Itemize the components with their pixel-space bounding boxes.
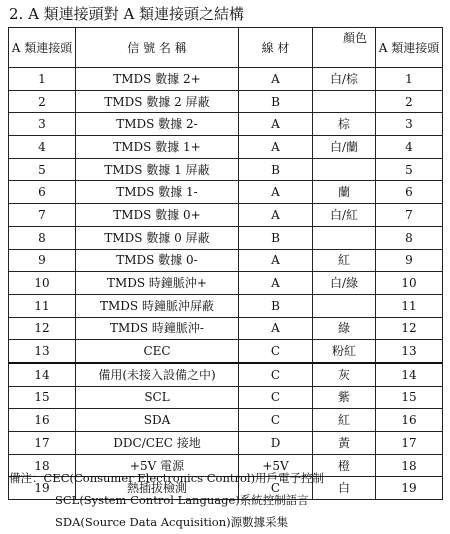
color-cell: 白/蘭: [313, 136, 376, 159]
header-connector-a: A 類連接頭: [9, 28, 76, 68]
pin-a-cell: 3: [9, 113, 76, 136]
color-cell: 棕: [313, 113, 376, 136]
color-cell: [313, 90, 376, 113]
pin-a-cell: 12: [9, 317, 76, 340]
table-row: [9, 294, 443, 317]
wire-cell: C: [239, 477, 313, 500]
wire-cell: B: [239, 226, 313, 249]
signal-name-cell: TMDS 數據 2 屏蔽: [76, 90, 239, 113]
table-row: [9, 226, 443, 249]
header-signal-name: 信 號 名 稱: [76, 28, 239, 68]
pin-b-cell: 14: [376, 363, 443, 386]
color-cell: 白: [313, 477, 376, 500]
table-row: [9, 90, 443, 113]
color-cell: [313, 226, 376, 249]
color-cell: 白/紅: [313, 204, 376, 227]
pin-b-cell: 8: [376, 226, 443, 249]
signal-name-cell: DDC/CEC 接地: [76, 432, 239, 455]
note-scl: SCL(System Control Language)系統控制語言: [55, 493, 309, 507]
wire-cell: A: [239, 317, 313, 340]
header-color: 顏色: [313, 28, 376, 68]
pin-rows: [9, 68, 443, 500]
color-cell: 紅: [313, 249, 376, 272]
pin-a-cell: 4: [9, 136, 76, 159]
pin-b-cell: 1: [376, 68, 443, 91]
pin-b-cell: 3: [376, 113, 443, 136]
note-sda: SDA(Source Data Acquisition)源數據采集: [55, 515, 289, 529]
pin-a-cell: 1: [9, 68, 76, 91]
pin-a-cell: 14: [9, 363, 76, 386]
color-cell: [313, 294, 376, 317]
signal-name-cell: TMDS 時鐘脈沖屏蔽: [76, 294, 239, 317]
signal-name-cell: TMDS 時鐘脈沖+: [76, 272, 239, 295]
signal-name-cell: 備用(未接入設備之中): [76, 363, 239, 386]
signal-name-cell: TMDS 數據 1-: [76, 181, 239, 204]
table-row: [9, 158, 443, 181]
pin-b-cell: 18: [376, 454, 443, 477]
table-row: [9, 432, 443, 455]
header-wire: 線 材: [239, 28, 313, 68]
signal-name-cell: +5V 電源: [76, 454, 239, 477]
signal-name-cell: TMDS 數據 0 屏蔽: [76, 226, 239, 249]
pin-a-cell: 18: [9, 454, 76, 477]
signal-name-cell: SCL: [76, 386, 239, 409]
pin-a-cell: 17: [9, 432, 76, 455]
pin-a-cell: 19: [9, 477, 76, 500]
table-row: [9, 317, 443, 340]
notes: [9, 467, 324, 533]
wire-cell: A: [239, 272, 313, 295]
signal-name-cell: TMDS 數據 2+: [76, 68, 239, 91]
signal-name-cell: TMDS 數據 1+: [76, 136, 239, 159]
color-cell: 灰: [313, 363, 376, 386]
color-cell: 白/棕: [313, 68, 376, 91]
color-cell: 黃: [313, 432, 376, 455]
pin-a-cell: 10: [9, 272, 76, 295]
signal-name-cell: TMDS 數據 2-: [76, 113, 239, 136]
color-cell: 紫: [313, 386, 376, 409]
pin-b-cell: 10: [376, 272, 443, 295]
header-connector-b: A 類連接頭: [376, 28, 443, 68]
signal-name-cell: TMDS 數據 1 屏蔽: [76, 158, 239, 181]
pin-b-cell: 7: [376, 204, 443, 227]
pin-mapping-table: [8, 27, 443, 500]
pin-b-cell: 9: [376, 249, 443, 272]
signal-name-cell: TMDS 數據 0-: [76, 249, 239, 272]
wire-cell: A: [239, 181, 313, 204]
color-cell: [313, 158, 376, 181]
table-header-row: [9, 28, 443, 68]
table-row: [9, 113, 443, 136]
wire-cell: C: [239, 386, 313, 409]
color-cell: 粉紅: [313, 340, 376, 363]
table-row: [9, 181, 443, 204]
page-heading: 2. A 類連接頭對 A 類連接頭之結構: [9, 5, 245, 23]
wire-cell: A: [239, 204, 313, 227]
wire-cell: A: [239, 113, 313, 136]
signal-name-cell: TMDS 數據 0+: [76, 204, 239, 227]
table-row: [9, 386, 443, 409]
pin-a-cell: 6: [9, 181, 76, 204]
color-cell: 白/綠: [313, 272, 376, 295]
pin-a-cell: 5: [9, 158, 76, 181]
color-cell: 橙: [313, 454, 376, 477]
wire-cell: +5V: [239, 454, 313, 477]
signal-name-cell: 熱插拔檢測: [76, 477, 239, 500]
wire-cell: A: [239, 249, 313, 272]
pin-a-cell: 8: [9, 226, 76, 249]
pin-b-cell: 17: [376, 432, 443, 455]
pin-b-cell: 13: [376, 340, 443, 363]
pin-b-cell: 4: [376, 136, 443, 159]
wire-cell: B: [239, 158, 313, 181]
color-cell: 紅: [313, 409, 376, 432]
table-row: [9, 409, 443, 432]
table-row: [9, 204, 443, 227]
pin-a-cell: 13: [9, 340, 76, 363]
table-row: [9, 136, 443, 159]
note-cec: 備注：CEC(Consumer Electronics Control)用戶電子控制: [9, 471, 325, 485]
table-row: [9, 249, 443, 272]
table-row: [9, 363, 443, 386]
pin-b-cell: 16: [376, 409, 443, 432]
signal-name-cell: CEC: [76, 340, 239, 363]
wire-cell: A: [239, 136, 313, 159]
table-row: [9, 68, 443, 91]
table-row: [9, 272, 443, 295]
wire-cell: C: [239, 409, 313, 432]
wire-cell: D: [239, 432, 313, 455]
pin-a-cell: 9: [9, 249, 76, 272]
pin-b-cell: 6: [376, 181, 443, 204]
pin-b-cell: 19: [376, 477, 443, 500]
wire-cell: A: [239, 68, 313, 91]
signal-name-cell: SDA: [76, 409, 239, 432]
pin-b-cell: 15: [376, 386, 443, 409]
color-cell: 綠: [313, 317, 376, 340]
table-row: [9, 340, 443, 363]
pin-a-cell: 2: [9, 90, 76, 113]
pin-a-cell: 7: [9, 204, 76, 227]
pin-b-cell: 2: [376, 90, 443, 113]
wire-cell: B: [239, 294, 313, 317]
wire-cell: C: [239, 363, 313, 386]
pin-b-cell: 12: [376, 317, 443, 340]
pin-a-cell: 15: [9, 386, 76, 409]
wire-cell: B: [239, 90, 313, 113]
pin-b-cell: 11: [376, 294, 443, 317]
signal-name-cell: TMDS 時鐘脈沖-: [76, 317, 239, 340]
pin-a-cell: 11: [9, 294, 76, 317]
pin-b-cell: 5: [376, 158, 443, 181]
wire-cell: C: [239, 340, 313, 363]
pin-a-cell: 16: [9, 409, 76, 432]
color-cell: 蘭: [313, 181, 376, 204]
